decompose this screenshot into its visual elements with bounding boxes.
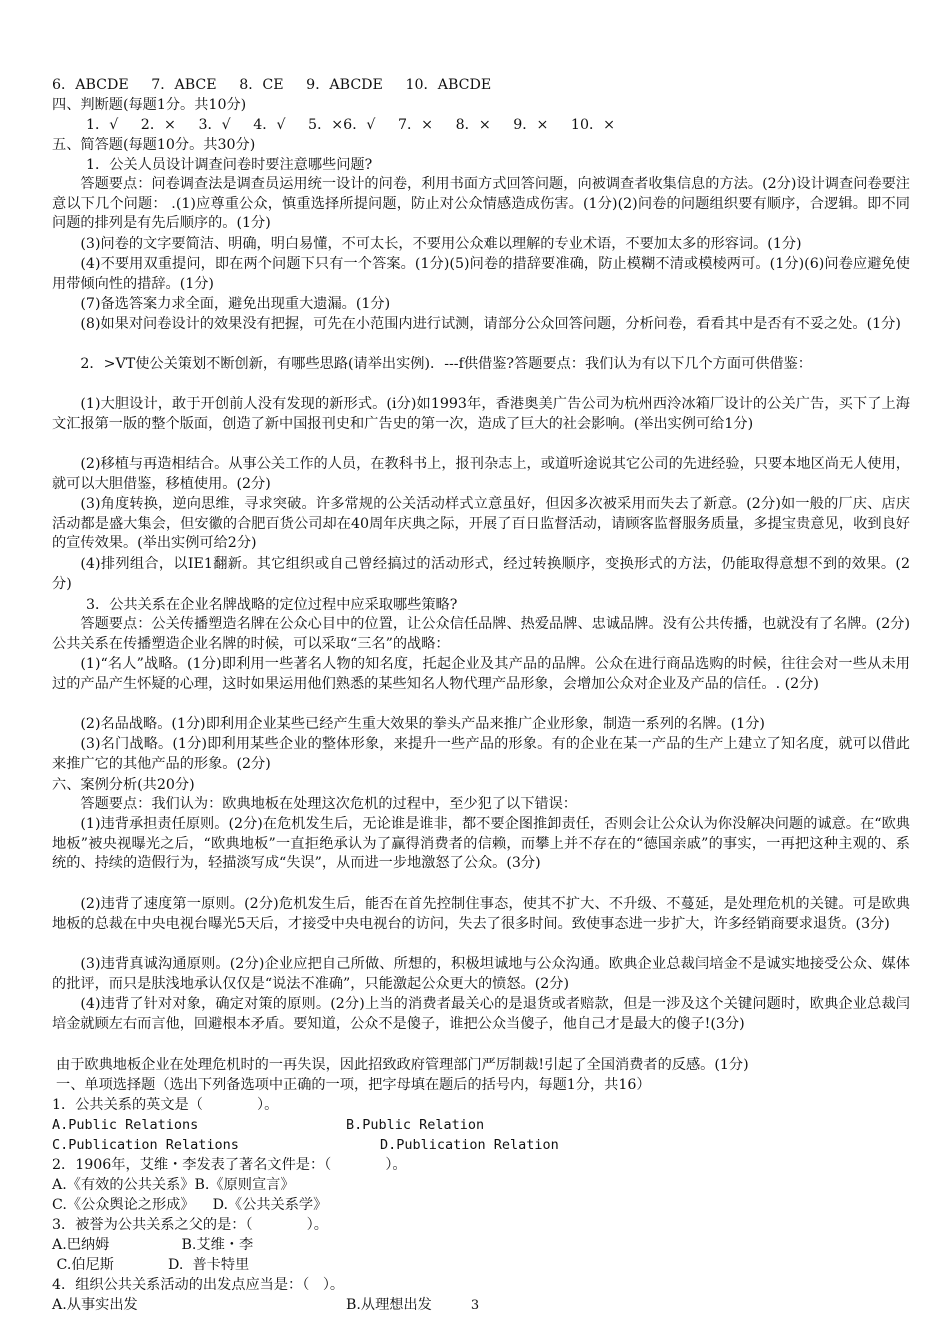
section6-paragraph-1: (1)违背承担责任原则。(2分)在危机发生后，无论谁是谁非，都不要企图推卸责任，否则会让公众认为你没解决问题的诚意。在“欧典地板”被央视曝光之后，“欧典地板”一直拒绝承认为了赢得消费者的信赖，而攀上并不存在的“德国亲戚”的事实，一再把这种主观的、系统的、持续的造假行为，轻描淡写成“失误”，从而进一步地激怒了公众。(3分) [52, 816, 910, 872]
section6-title: 六、案例分析(共20分) [52, 777, 195, 793]
q1-paragraph-1: 答题要点：问卷调查法是调查员运用统一设计的问卷，利用书面方式回答问题，向被调查者收集信息的方法。(2分)设计调查问卷要注意以下几个问题： .(1)应尊重公众，慎重选择所提问题，防止对公众情感造成伤害。(1分)(2)问卷的问题组织要有顺序，合逻辑。即不同问题的排列是有先后顺序的。(1分) [52, 176, 910, 232]
q3-paragraph-2: (1)“名人”战略。(1分)即利用一些著名人物的知名度，托起企业及其产品的品牌。公众在进行商品选购的时候，往往会对一些从未用过的产品产生怀疑的心理，这时如果运用他们熟悉的某些知名人物代理产品形象，会增加公众对企业及产品的信任。. (2分) [52, 656, 910, 692]
q2-paragraph-2: (2)移植与再造相结合。从事公关工作的人员，在教科书上，报刊杂志上，或道听途说其它公司的先进经验，只要本地区尚无人使用，就可以大胆借鉴，移植使用。(2分) [52, 456, 910, 492]
section6-paragraph-3: (3)违背真诚沟通原则。(2分)企业应把自己所做、所想的，积极坦诚地与公众沟通。欧典企业总裁闫培金不是诚实地接受公众、媒体的批评，而只是肤浅地承认仅仅是“说法不准确”，只能激起公众更大的愤怒。(2分) [52, 956, 910, 992]
q2-paragraph-1: (1)大胆设计，敢于开创前人没有发现的新形式。(i分)如1993年，香港奥美广告公司为杭州西泠冰箱厂设计的公关广告，买下了上海文汇报第一版的整个版面，创造了新中国报刊史和广告史的第一次，造成了巨大的社会影响。(举出实例可给1分) [52, 396, 910, 432]
q2-question: 2．>VT使公关策划不断创新，有哪些思路(请举出实例)．---f供借鉴?答题要点：我们认为有以下几个方面可供借鉴： [80, 356, 812, 372]
section6-intro: 答题要点：我们认为：欧典地板在处理这次危机的过程中，至少犯了以下错误： [80, 796, 577, 812]
part1-q1-option-c: C.Publication Relations [52, 1137, 239, 1153]
part1-q1: 1．公共关系的英文是（ ）。 [52, 1097, 279, 1113]
section4-answers: 1．√ 2．× 3．√ 4．√ 5．×6．√ 7．× 8．× 9．× 10．× [86, 117, 616, 133]
part1-q2-options-ab: A.《有效的公共关系》B.《原则宣言》 [52, 1177, 295, 1193]
q3-paragraph-3: (2)名品战略。(1分)即利用企业某些已经产生重大效果的拳头产品来推广企业形象，制造一系列的名牌。(1分) [80, 716, 765, 732]
q1-paragraph-2: (3)问卷的文字要简洁、明确，明白易懂，不可太长，不要用公众难以理解的专业术语，不要加太多的形容词。(1分) [80, 236, 802, 252]
section6-closing: 由于欧典地板企业在处理危机时的一再失误，因此招致政府管理部门严厉制裁!引起了全国消费者的反感。(1分) [56, 1057, 749, 1073]
q1-paragraph-3: (4)不要用双重提问，即在两个问题下只有一个答案。(1分)(5)问卷的措辞要准确，防止模糊不清或模棱两可。(1分)(6)问卷应避免使用带倾向性的措辞。(1分) [52, 256, 910, 292]
page-number: 3 [470, 1298, 480, 1313]
part1-q3-options-cd: C.伯尼斯 D. 普卡特里 [52, 1257, 250, 1273]
q3-paragraph-1: 答题要点：公关传播塑造名牌在公众心目中的位置，让公众信任品牌、热爱品牌、忠诚品牌。没有公共传播，也就没有了名牌。(2分)公共关系在传播塑造企业名牌的时候，可以采取“三名”的战略： [52, 616, 910, 652]
q1-paragraph-5: (8)如果对问卷设计的效果没有把握，可先在小范围内进行试测，请部分公众回答问题，分析问卷，看看其中是否有不妥之处。(1分) [80, 316, 901, 332]
part1-q4-option-b: B.从理想出发 [346, 1297, 432, 1313]
q3-paragraph-4: (3)名门战略。(1分)即利用某些企业的整体形象，来提升一些产品的形象。有的企业在某一产品的生产上建立了知名度，就可以借此来推广它的其他产品的形象。(2分) [52, 736, 910, 772]
q3-question: 3．公共关系在企业名牌战略的定位过程中应采取哪些策略? [86, 597, 458, 613]
section6-paragraph-2: (2)违背了速度第一原则。(2分)危机发生后，能否在首先控制住事态，使其不扩大、不升级、不蔓延，是处理危机的关键。可是欧典地板的总裁在中央电视台曝光5天后，才接受中央电视台的访问，失去了很多时间。致使事态进一步扩大，许多经销商要求退货。(3分) [52, 896, 910, 932]
part1-q2-options-cd: C.《公众舆论之形成》 D.《公共关系学》 [52, 1197, 328, 1213]
part1-q1-option-b: B.Public Relation [346, 1117, 485, 1133]
part1-q4-option-a: A.从事实出发 [52, 1297, 138, 1313]
q2-paragraph-3: (3)角度转换，逆向思维，寻求突破。许多常规的公关活动样式立意虽好，但因多次被采用而失去了新意。(2分)如一般的厂庆、店庆活动都是盛大集会，但安徽的合肥百货公司却在40周年庆典之际，开展了百日监督活动，请顾客监督服务质量，多提宝贵意见，收到良好的宣传效果。(举出实例可给2分) [52, 496, 910, 552]
q1-question: 1．公关人员设计调查问卷时要注意哪些问题? [86, 157, 373, 173]
part1-q1-option-a: A.Public Relations [52, 1117, 199, 1133]
part1-q4: 4．组织公共关系活动的出发点应当是：（ ）。 [52, 1277, 345, 1293]
section6-paragraph-4: (4)违背了针对对象，确定对策的原则。(2分)上当的消费者最关心的是退货或者赔款，但是一涉及这个关键问题时，欧典企业总裁闫培金就顾左右而言他，回避根本矛盾。要知道，公众不是傻子，谁把公众当傻子，他自己才是最大的傻子!(3分) [52, 996, 910, 1032]
section4-title: 四、判断题(每题1分。共10分) [52, 97, 247, 113]
section5-title: 五、简答题(每题10分。共30分) [52, 137, 256, 153]
q2-paragraph-4: (4)排列组合，以IE1翻新。其它组织或自己曾经搞过的活动形式，经过转换顺序，变换形式的方法，仍能取得意想不到的效果。(2分) [52, 556, 910, 592]
part1-q3-options-ab: A.巴纳姆 B.艾维・李 [52, 1237, 254, 1253]
answers-row: 6．ABCDE 7．ABCE 8．CE 9．ABCDE 10．ABCDE [52, 77, 492, 93]
q1-paragraph-4: (7)备选答案力求全面，避免出现重大遗漏。(1分) [80, 296, 391, 312]
part1-title: 一、单项选择题（选出下列备选项中正确的一项，把字母填在题后的括号内，每题1分，共16） [56, 1077, 651, 1093]
part1-q1-option-d: D.Publication Relation [380, 1137, 559, 1153]
part1-q3: 3．被誉为公共关系之父的是：（ ）。 [52, 1217, 328, 1233]
part1-q2: 2．1906年，艾维・李发表了著名文件是：（ ）。 [52, 1157, 407, 1173]
